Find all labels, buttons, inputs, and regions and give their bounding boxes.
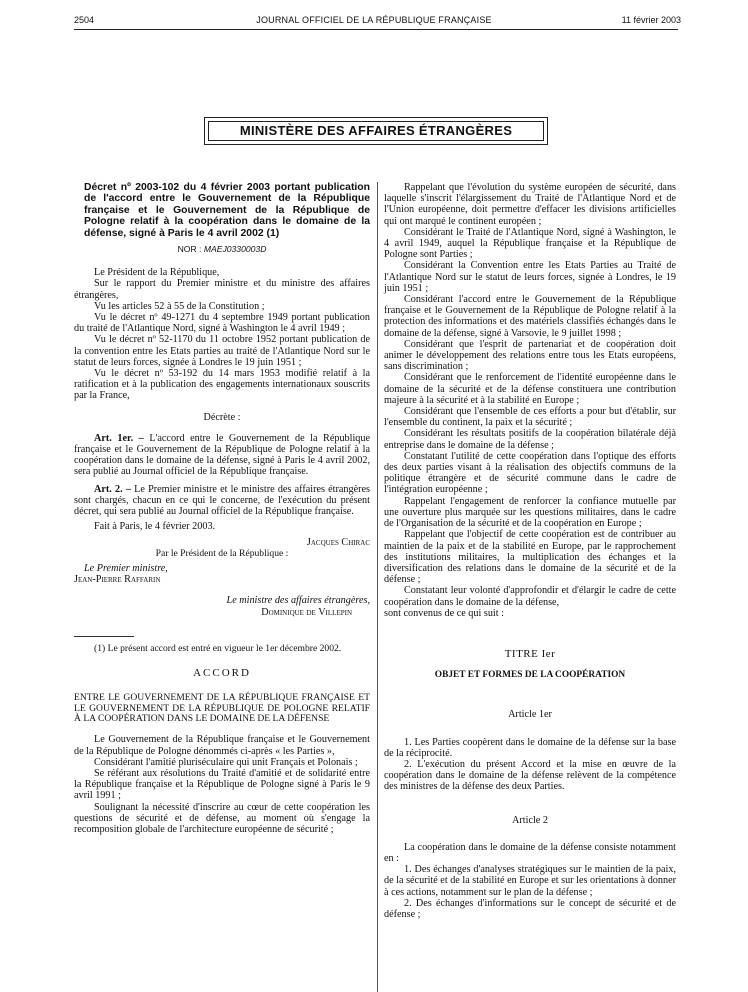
article-1 [74, 433, 370, 478]
paragraph: 1. Les Parties coopèrent dans le domaine de la défense sur la base de la réciprocité. [384, 736, 676, 759]
header-rule [74, 29, 678, 30]
parties-heading: ENTRE LE GOUVERNEMENT DE LA RÉPUBLIQUE FRANÇAISE ET LE GOUVERNEMENT DE LA RÉPUBLIQUE DE POLOGNE RELATIF À LA COOPÉRATION DANS LE DOMAINE DE LA DÉFENSE [74, 692, 370, 724]
done-at: Fait à Paris, le 4 février 2003. [94, 521, 216, 533]
pm-name: Jean-Pierre Raffarin [74, 574, 161, 586]
paragraph: Considérant l'accord entre le Gouvernement de la République française et le Gouvernement de la République de Pologne relatif à la protection des informations et des matériels classifiés échangés dans le domaine de la défense, signé à Varsovie, le 9 juillet 1998 ; [384, 294, 676, 339]
paragraph: Rappelant que l'objectif de cette coopération est de contribuer au maintien de la paix et de la stabilité en Europe, par le rapprochement des institutions militaires, la multiplication des échanges et la diversification des relations dans le domaine de la sécurité et de la défense ; [384, 529, 676, 586]
page-number: 2504 [74, 15, 95, 25]
article-2-label: Art. 2. – [94, 483, 131, 495]
signature-president: Jacques Chirac [306, 536, 370, 548]
paragraph: Constatant l'utilité de cette coopération dans l'optique des efforts des deux parties visant à la réalisation des objectifs communs de la politique étrangère et de sécurité commune dans le cadre de l'intégration européenne ; [384, 450, 676, 496]
paragraph: Le Gouvernement de la République française et le Gouvernement de la République de Pologne dénommés ci-après « les Parties », [74, 734, 370, 757]
paragraph: Rappelant que l'évolution du système européen de sécurité, dans laquelle s'inscrit l'élargissement du Traité de l'Atlantique Nord et de l'Union européenne, doit permettre d'effacer les divisions artificielles qui ont marqué le continent européen ; [384, 182, 676, 227]
paragraph: Considérant que l'ensemble de ces efforts a pour but d'établir, sur l'ensemble du continent, la paix et la sécurité ; [384, 406, 676, 429]
paragraph: 1. Des échanges d'analyses stratégiques sur le maintien de la paix, de la sécurité et de la stabilité en Europe et sur les orientations à donner à ces actions, notamment sur le plan de la défense ; [384, 864, 676, 898]
mae-title: Le ministre des affaires étrangères, [226, 595, 370, 607]
article-2 [74, 484, 370, 518]
paragraph: 2. L'exécution du présent Accord et la mise en œuvre de la coopération dans le domaine de la défense relèvent de la compétence des ministres de la défense des deux Parties. [384, 758, 676, 793]
paragraph: Vu le décret nº 49-1271 du 4 septembre 1949 portant publication du traité de l'Atlantique Nord, signé à Washington le 4 avril 1949 ; [74, 312, 370, 335]
nor-line [74, 244, 370, 255]
pm-title: Le Premier ministre, [84, 562, 168, 574]
journal-title: JOURNAL OFFICIEL DE LA RÉPUBLIQUE FRANÇAISE [256, 15, 492, 25]
paragraph: Considérant le Traité de l'Atlantique Nord, signé à Washington, le 4 avril 1949, auquel la République française et la République de Pologne sont Parties ; [384, 226, 676, 261]
article-1-text: L'accord entre le Gouvernement de la République française et le Gouvernement de la République de Pologne relatif à la coopération dans le domaine de la défense, signé à Paris le 4 avril 2002, sera publié au Journal officiel de la République française. [74, 432, 371, 478]
nor-label: NOR : [177, 244, 202, 255]
nor-code: MAEJ0330003D [203, 244, 267, 255]
paragraph: Vu le décret nº 53-192 du 14 mars 1953 modifié relatif à la ratification et à la publication des engagements internationaux souscrits par la France, [74, 368, 370, 402]
paragraph: Rappelant l'engagement de renforcer la confiance mutuelle par une ouverture plus marquée sur les questions militaires, dans le cadre de l'Organisation de la sécurité et de la coopération en Europe ; [384, 495, 676, 530]
page-header [0, 13, 748, 29]
decrete-heading: Décrète : [203, 411, 241, 423]
titre-heading: TITRE Ier [504, 647, 556, 660]
accord-heading: ACCORD [193, 666, 251, 679]
paragraph: Considérant que l'esprit de partenariat et de coopération doit animer le développement des relations entre tous les Etats européens, sans discrimination ; [384, 338, 676, 373]
decree-title: Décret nº 2003-102 du 4 février 2003 portant publication de l'accord entre le Gouvernement de la République française et le Gouvernement de la République de Pologne relatif à la coopération dans le domaine de la défense, signé à Paris le 4 avril 2002 (1) [84, 182, 370, 239]
paragraph: La coopération dans le domaine de la défense consiste notamment en : [384, 841, 676, 864]
paragraph: 2. Des échanges d'informations sur le concept de sécurité et de défense ; [384, 897, 676, 920]
paragraph: Le Président de la République, [94, 267, 220, 279]
paragraph: Considérant les résultats positifs de la coopération bilatérale déjà entreprise dans le domaine de la défense ; [384, 428, 676, 451]
ministry-heading: MINISTÈRE DES AFFAIRES ÉTRANGÈRES [208, 121, 544, 141]
ministry-box [204, 117, 548, 145]
mae-name: Dominique de Villepin [261, 606, 352, 618]
paragraph: Sur le rapport du Premier ministre et du ministre des affaires étrangères, [74, 278, 370, 301]
article-2-text: Le Premier ministre et le ministre des affaires étrangères sont chargés, chacun en ce qui le concerne, de l'exécution du présent décret, qui sera publié au Journal officiel de la République française. [74, 483, 370, 518]
column-divider [377, 182, 378, 992]
right-column [384, 182, 676, 920]
paragraph: Considérant l'amitié pluriséculaire qui unit Français et Polonais ; [94, 756, 358, 768]
paragraph: sont convenus de ce qui suit : [384, 607, 504, 619]
article-1-label: Art. 1er. – [94, 432, 144, 444]
footnote: (1) Le présent accord est entré en vigueur le 1er décembre 2002. [94, 642, 342, 654]
article-1-heading: Article 1er [508, 709, 552, 721]
by-president: Par le Président de la République : [155, 547, 289, 559]
footnote-rule [74, 636, 134, 637]
paragraph: Considérant que le renforcement de l'identité européenne dans le domaine de la sécurité et de la défense constituera une contribution majeure à la sécurité et à la stabilité en Europe ; [384, 372, 676, 406]
article-2-heading: Article 2 [512, 814, 548, 826]
left-column [74, 182, 370, 835]
paragraph: Vu les articles 52 à 55 de la Constitution ; [94, 300, 265, 312]
paragraph: Considérant la Convention entre les Etats Parties au Traité de l'Atlantique Nord sur le statut de leurs forces, signée à Londres, le 19 juin 1951 ; [384, 260, 676, 294]
objet-heading: OBJET ET FORMES DE LA COOPÉRATION [434, 670, 626, 681]
paragraph: Constatant leur volonté d'approfondir et d'élargir le cadre de cette coopération dans le domaine de la défense, [384, 585, 676, 608]
paragraph: Vu le décret nº 52-1170 du 11 octobre 1952 portant publication de la convention entre les Etats parties au traité de l'Atlantique Nord sur le statut de leurs forces, signée à Londres le 19 juin 1951 ; [74, 334, 370, 368]
paragraph: Se référant aux résolutions du Traité d'amitié et de solidarité entre la République française et la République de Pologne signé à Paris le 9 avril 1991 ; [74, 767, 370, 802]
issue-date: 11 février 2003 [621, 15, 681, 25]
paragraph: Soulignant la nécessité d'inscrire au cœur de cette coopération les questions de sécurité et de défense, au moment où s'engage la recomposition globale de l'architecture européenne de sécurité ; [74, 801, 370, 835]
